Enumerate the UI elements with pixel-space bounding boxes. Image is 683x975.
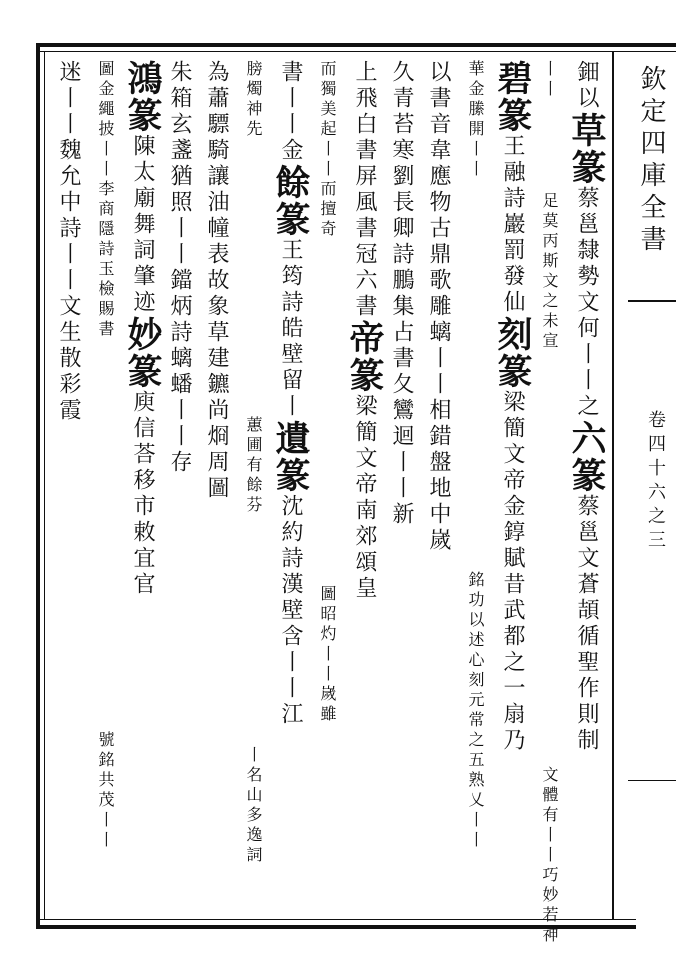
text-segment: 朱箱玄盞猶照丨丨鐺炳詩螭蟠丨丨存 [167,60,192,476]
text-column [201,60,232,915]
frame-left-rule-inner [44,51,45,920]
text-segment: 膀燭神先 蕙圃有餘芬 丨名山多逸詞 [244,60,263,866]
text-segment: 鈿以 [574,60,599,112]
frame-left-rule [36,43,40,929]
text-block-right-rule [612,51,614,920]
heading-character: 刻 [492,316,533,353]
text-segment: 而獨美起丨丨而擅奇 圖昭灼丨丨嵗雖 [318,60,337,725]
volume-label: 卷四十六之三 [645,410,666,554]
text-segment: 足莫丙斯文之未宣 文體有丨丨巧妙若神 [540,100,559,946]
heading-character: 鴻 [122,60,163,97]
text-column [386,60,417,915]
text-column [90,60,121,915]
text-column [566,60,607,915]
heading-character: 篆 [122,97,163,134]
text-column [460,60,491,915]
fold-separator-rule [628,300,676,302]
text-segment: 王融詩巖罰發仙 [500,134,525,316]
frame-top-rule-inner [36,51,676,52]
text-column [344,60,385,915]
heading-character: 餘 [270,164,311,201]
frame-top-rule [36,43,676,47]
heading-character: 六 [566,420,607,457]
text-segment: 蔡邕隸勢文何丨丨之 [574,186,599,420]
text-column [312,60,343,915]
text-segment: 梁簡文帝金錞賦昔武都之一扇乃 [500,390,525,754]
text-segment: 丨丨 [540,60,559,100]
heading-character: 妙 [122,316,163,353]
heading-character: 篆 [492,353,533,390]
text-column [53,60,84,915]
text-segment: 圖金繩披丨丨李商隱詩玉檢賜書 號銘共茂丨丨 [96,60,115,851]
text-column [164,60,195,915]
fold-separator-rule-lower [628,780,676,781]
text-segment: 蔡邕文蒼頡循聖作則制 [574,494,599,754]
text-segment: 梁簡文帝南郊頌皇 [352,394,377,602]
heading-character: 帝 [344,320,385,357]
heading-character: 篆 [122,353,163,390]
heading-character: 篆 [566,149,607,186]
text-column [423,60,454,915]
text-segment: 以書音韋應物古鼎歌雕螭丨丨相錯盤地中嵗 [426,60,451,554]
text-segment: 華金縢開丨丨 銘功以述心刻元常之五熟乂丨丨 [466,60,485,851]
text-segment: 久青苔寒劉長卿詩鵬集占書夂鸞迴丨丨新 [389,60,414,528]
text-column [534,60,565,946]
heading-character: 篆 [270,457,311,494]
text-column [270,60,311,915]
text-segment: 迷丨丨魏允中詩丨丨文生散彩霞 [56,60,81,424]
heading-character: 草 [566,112,607,149]
heading-character: 遺 [270,420,311,457]
text-segment: 為蕭驃騎讓油幢表故象草建鑣尚烱周圖 [204,60,229,502]
text-segment: 庾信荅移市敕宜官 [130,390,155,598]
book-title: 欽定四庫全書 [636,65,666,257]
text-segment: 上飛白書屏風書冠六書 [352,60,377,320]
text-segment: 王筠詩皓壁留丨 [278,238,303,420]
text-segment: 書丨丨金 [278,60,303,164]
heading-character: 篆 [344,357,385,394]
heading-character: 篆 [270,201,311,238]
text-column [122,60,163,915]
text-segment: 陳太廟舞詞肇迹 [130,134,155,316]
heading-character: 碧 [492,60,533,97]
text-segment: 沈約詩漢壁含丨丨江 [278,494,303,728]
text-column [492,60,533,915]
heading-character: 篆 [492,97,533,134]
text-column [238,60,269,915]
heading-character: 篆 [566,457,607,494]
